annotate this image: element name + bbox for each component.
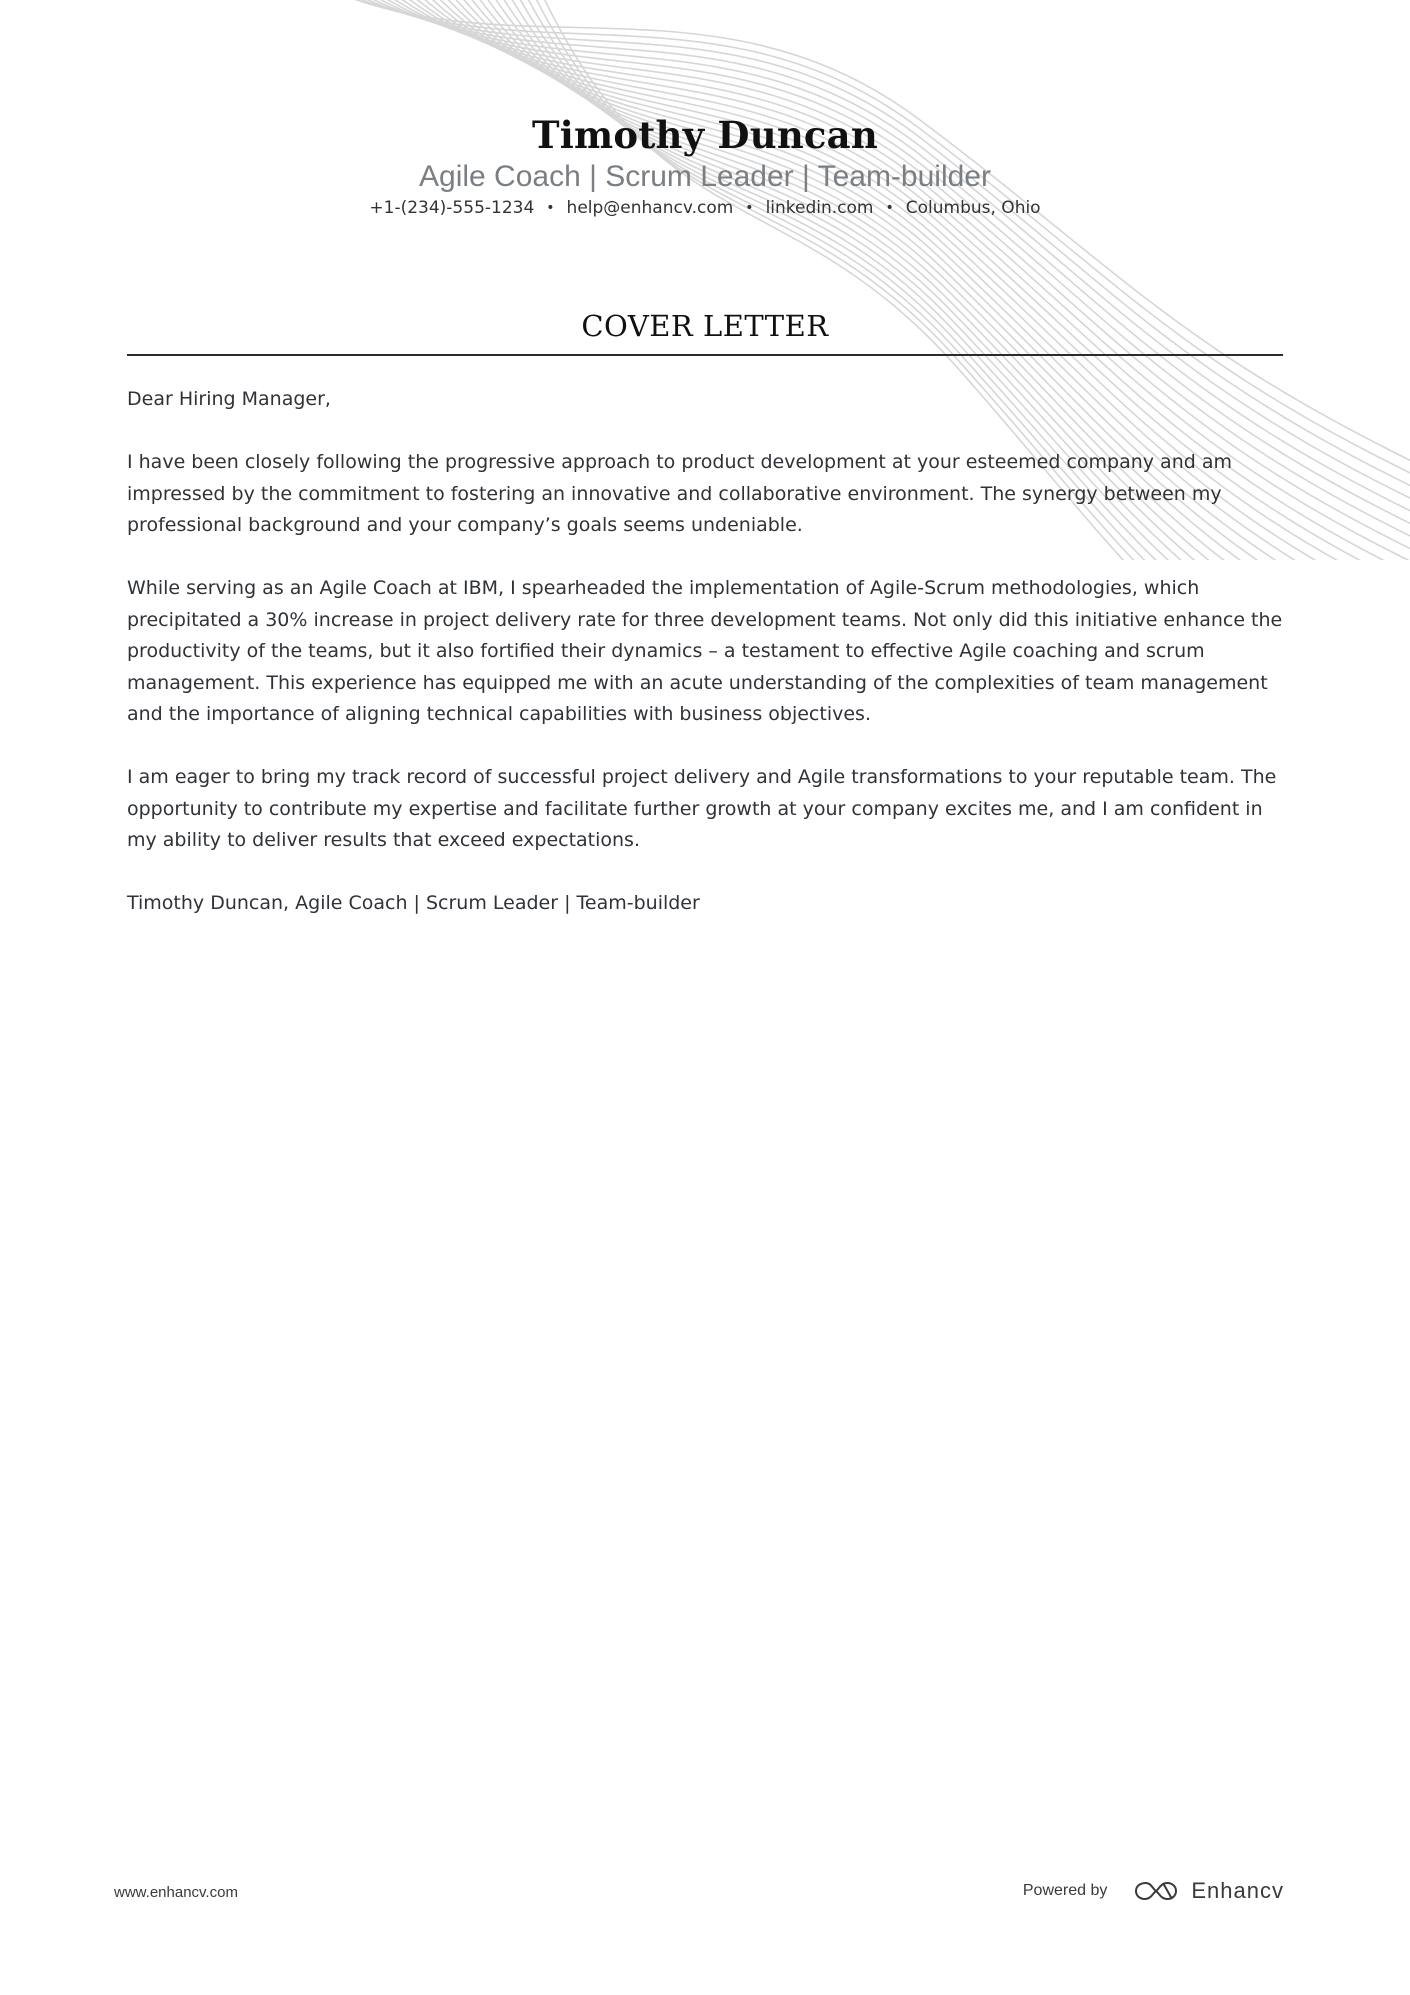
separator-dot: • bbox=[546, 200, 555, 216]
separator-dot: • bbox=[885, 200, 894, 216]
resume-header bbox=[0, 112, 1410, 220]
greeting: Dear Hiring Manager, bbox=[127, 388, 331, 410]
separator-dot: • bbox=[745, 200, 754, 216]
email-link[interactable]: help@enhancv.com bbox=[566, 198, 734, 218]
brand-name[interactable]: Enhancv bbox=[1191, 1878, 1284, 1903]
footer-website[interactable]: www.enhancv.com bbox=[114, 1884, 238, 1901]
linkedin-link[interactable]: linkedin.com bbox=[765, 198, 874, 218]
letter-body bbox=[127, 384, 1283, 951]
letter-paragraph: I have been closely following the progressive approach to product development at your esteemed company and am impressed by the commitment to fostering an innovative and collaborative environment. The synergy between my professional background and your company’s goals seems undeniable. bbox=[127, 451, 1232, 536]
signature: Timothy Duncan, Agile Coach | Scrum Leader | Team-builder bbox=[127, 892, 700, 914]
powered-by-label: Powered by bbox=[1022, 1882, 1108, 1899]
section-divider bbox=[127, 354, 1283, 356]
contact-info bbox=[0, 196, 1410, 220]
phone: +1-(234)-555-1234 bbox=[369, 198, 535, 218]
enhancv-logo-icon bbox=[1133, 1879, 1179, 1903]
candidate-headline: Agile Coach | Scrum Leader | Team-builder bbox=[419, 160, 991, 193]
letter-paragraph: While serving as an Agile Coach at IBM, I spearheaded the implementation of Agile-Scrum methodologies, which precipitated a 30% increase in project delivery rate for three development teams. Not only did this initiative enhance the productivity of the teams, but it also fortified their dynamics – a testament to effective Agile coaching and scrum management. This experience has equipped me with an acute understanding of the complexities of team management and the importance of aligning technical capabilities with business objectives. bbox=[127, 577, 1283, 725]
letter-paragraph: I am eager to bring my track record of successful project delivery and Agile transformations to your reputable team. The opportunity to contribute my expertise and facilitate further growth at your company excites me, and I am confident in my ability to deliver results that exceed expectations. bbox=[127, 766, 1277, 851]
section-title: COVER LETTER bbox=[581, 309, 829, 343]
location: Columbus, Ohio bbox=[905, 198, 1041, 218]
candidate-name: Timothy Duncan bbox=[532, 113, 878, 157]
footer-branding bbox=[1023, 1878, 1284, 1904]
